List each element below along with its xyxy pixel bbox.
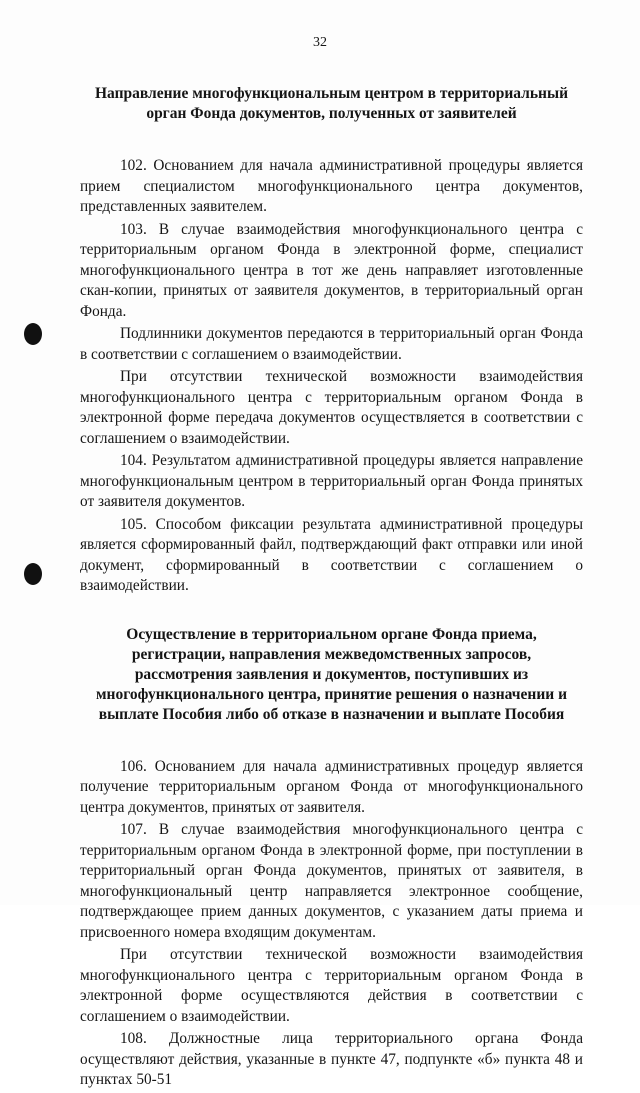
page-number: 32 bbox=[313, 35, 327, 50]
paragraph-102: 102. Основанием для начала административной процедуры является прием специалистом многофункционального центра документов, представленных заявителем. bbox=[80, 157, 583, 215]
document-body bbox=[80, 84, 583, 1093]
heading-line: многофункционального центра, принятие решения о назначении и bbox=[95, 685, 568, 703]
section-heading bbox=[80, 84, 583, 124]
heading-line: Направление многофункциональным центром в территориальный bbox=[94, 85, 569, 102]
section-heading bbox=[80, 625, 583, 725]
heading-line: рассмотрения заявления и документов, поступивших из bbox=[134, 665, 529, 683]
punch-hole bbox=[24, 323, 42, 345]
paragraph-104: 104. Результатом административной процедуры является направление многофункциональным центром в территориальный орган Фонда принятых от заявителя документов. bbox=[80, 452, 583, 510]
paragraph: При отсутствии технической возможности взаимодействия многофункционального центра с территориальным органом Фонда в электронной форме передача документов осуществляется в соответствии с соглашением о взаимодействии. bbox=[80, 368, 583, 447]
paragraph: Подлинники документов передаются в территориальный орган Фонда в соответствии с соглашением о взаимодействии. bbox=[80, 325, 583, 363]
paragraph-103: 103. В случае взаимодействия многофункционального центра с территориальным органом Фонда в электронной форме, специалист многофункционального центра в тот же день направляет изготовленные скан-копии, принятых от заявителя документов, в территориальный орган Фонда. bbox=[80, 220, 583, 320]
heading-line: выплате Пособия либо об отказе в назначении и выплате Пособия bbox=[98, 705, 565, 723]
paragraph-105: 105. Способом фиксации результата административной процедуры является сформированный файл, подтверждающий факт отправки или иной документ, сформированный в соответствии с соглашением о взаимодействии. bbox=[80, 515, 583, 594]
paragraph-108: 108. Должностные лица территориального органа Фонда осуществляют действия, указанные в пункте 47, подпункте «б» пункта 48 и пунктах 50-51 bbox=[80, 1030, 583, 1088]
punch-hole bbox=[24, 563, 42, 585]
heading-line: регистрации, направления межведомственных запросов, bbox=[131, 645, 532, 663]
paragraph-107: 107. В случае взаимодействия многофункционального центра с территориальным органом Фонда в электронной форме, при поступлении в территориальный орган Фонда документов, принятых от заявителя, в многофункциональный центр направляется электронное сообщение, подтверждающее прием данных документов, с указанием даты приема и присвоенного номера входящим документам. bbox=[80, 821, 583, 941]
paragraph-106: 106. Основанием для начала административных процедур является получение территориальным органом Фонда от многофункционального центра документов, принятых от заявителя. bbox=[80, 757, 583, 816]
paragraph: При отсутствии технической возможности взаимодействия многофункционального центра с территориальным органом Фонда в электронной форме осуществляются действия в соответствии с соглашением о взаимодействии. bbox=[80, 946, 583, 1025]
heading-line: Осуществление в территориальном органе Фонда приема, bbox=[126, 625, 537, 643]
heading-line: орган Фонда документов, полученных от заявителей bbox=[146, 105, 517, 122]
